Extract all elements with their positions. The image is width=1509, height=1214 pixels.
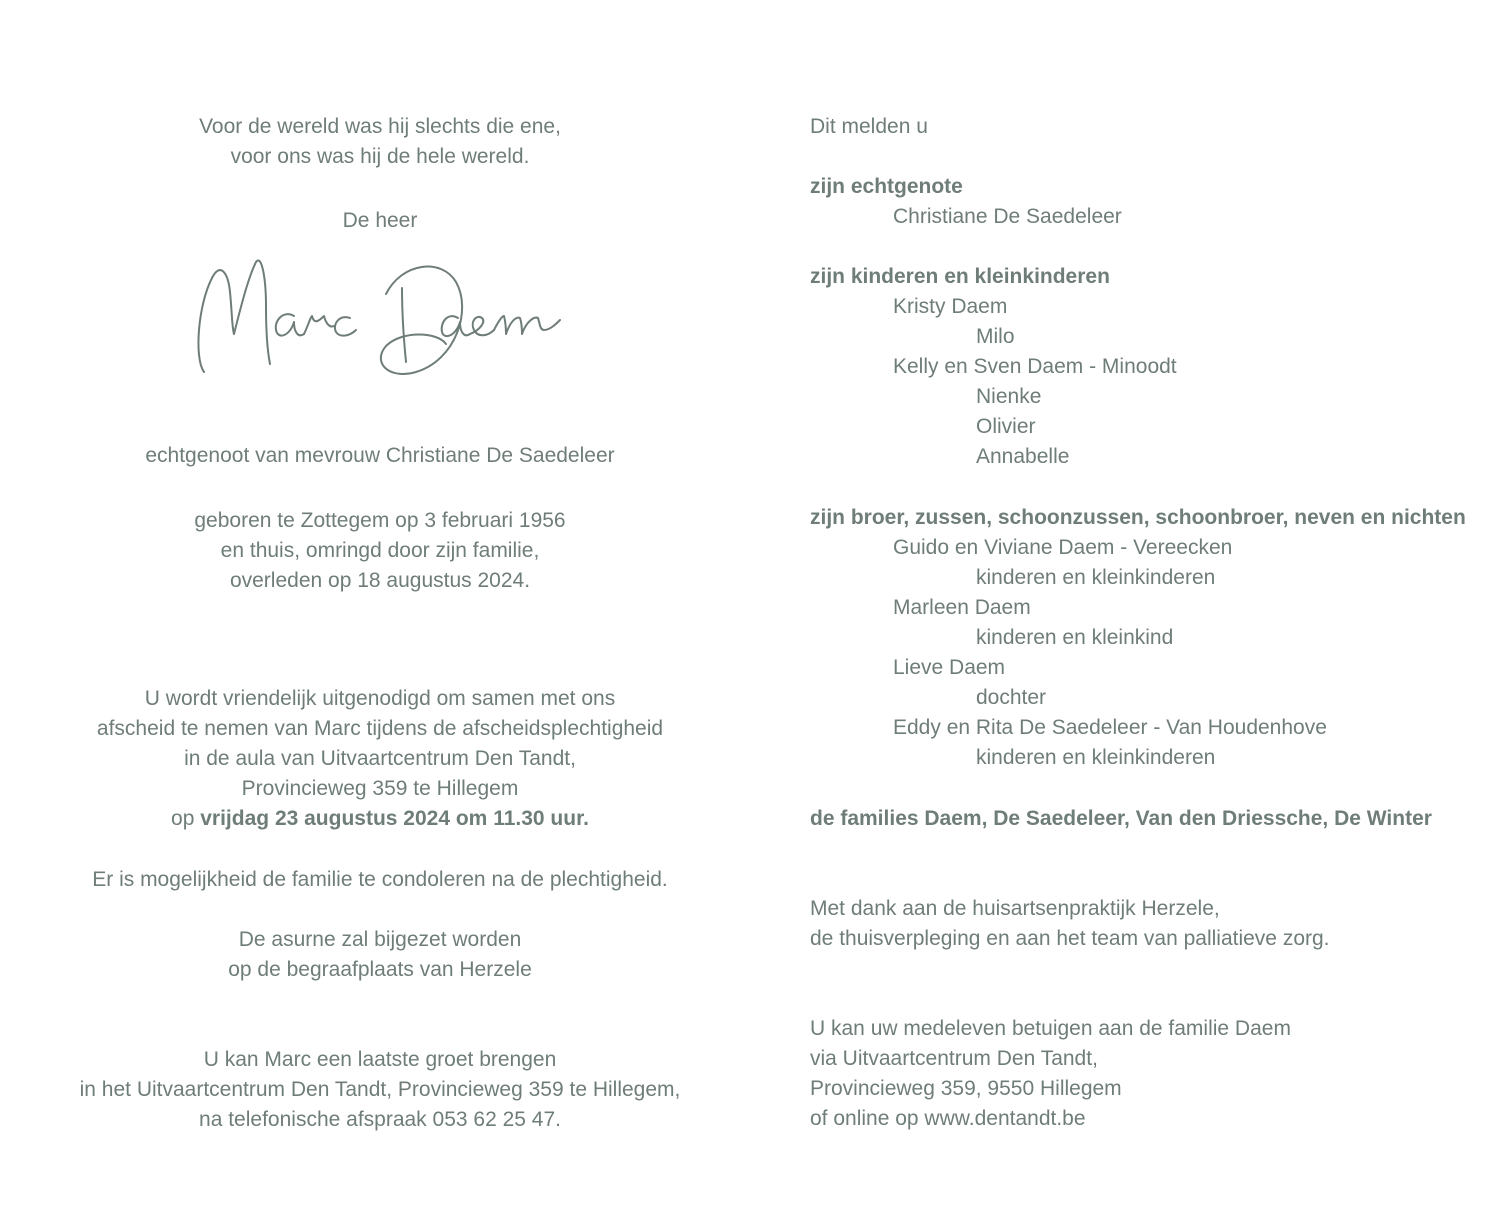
grandchild-name: Olivier xyxy=(976,415,1036,438)
spouse-line: echtgenoot van mevrouw Christiane De Saedeleer xyxy=(145,444,615,467)
invite-date-prefix: op xyxy=(171,807,201,830)
children-heading: zijn kinderen en kleinkinderen xyxy=(810,265,1110,288)
sympathy-line-1: U kan uw medeleven betuigen aan de familie Daem xyxy=(810,1017,1291,1040)
visit-line-1: U kan Marc een laatste groet brengen xyxy=(203,1048,557,1071)
spouse-heading: zijn echtgenote xyxy=(810,175,963,198)
birth-line: geboren te Zottegem op 3 februari 1956 xyxy=(194,509,566,532)
motto-line-1: Voor de wereld was hij slechts die ene, xyxy=(199,115,561,138)
handwritten-name-signature xyxy=(190,250,570,385)
families-line: de families Daem, De Saedeleer, Van den Driessche, De Winter xyxy=(810,807,1432,830)
child-name: Kristy Daem xyxy=(893,295,1008,318)
sibling-name: Guido en Viviane Daem - Vereecken xyxy=(893,536,1233,559)
thanks-line-2: de thuisverpleging en aan het team van palliatieve zorg. xyxy=(810,927,1330,950)
invite-line-3: in de aula van Uitvaartcentrum Den Tandt, xyxy=(184,747,576,770)
sibling-name: Eddy en Rita De Saedeleer - Van Houdenhove xyxy=(893,716,1327,739)
siblings-heading: zijn broer, zussen, schoonzussen, schoonbroer, neven en nichten xyxy=(810,506,1466,529)
sympathy-line-4: of online op www.dentandt.be xyxy=(810,1107,1086,1130)
intro-line: Dit melden u xyxy=(810,115,928,138)
invite-line-5 xyxy=(0,804,760,834)
grandchild-name: Nienke xyxy=(976,385,1042,408)
motto-line-2: voor ons was hij de hele wereld. xyxy=(230,145,530,168)
sibling-descendants: kinderen en kleinkinderen xyxy=(976,566,1216,589)
sibling-descendants: kinderen en kleinkinderen xyxy=(976,746,1216,769)
visit-line-2: in het Uitvaartcentrum Den Tandt, Provincieweg 359 te Hillegem, xyxy=(79,1078,681,1101)
invite-line-4: Provincieweg 359 te Hillegem xyxy=(241,777,519,800)
child-name: Kelly en Sven Daem - Minoodt xyxy=(893,355,1177,378)
urn-line-2: op de begraafplaats van Herzele xyxy=(228,958,532,981)
visit-line-3: na telefonische afspraak 053 62 25 47. xyxy=(199,1108,561,1131)
sibling-descendants: dochter xyxy=(976,686,1047,709)
spouse-name: Christiane De Saedeleer xyxy=(893,205,1122,228)
salutation: De heer xyxy=(342,209,418,232)
sympathy-line-2: via Uitvaartcentrum Den Tandt, xyxy=(810,1047,1098,1070)
home-line: en thuis, omringd door zijn familie, xyxy=(220,539,540,562)
sibling-name: Marleen Daem xyxy=(893,596,1031,619)
invite-line-1: U wordt vriendelijk uitgenodigd om samen met ons xyxy=(144,687,616,710)
sympathy-line-3: Provincieweg 359, 9550 Hillegem xyxy=(810,1077,1122,1100)
death-line: overleden op 18 augustus 2024. xyxy=(229,569,531,592)
grandchild-name: Milo xyxy=(976,325,1015,348)
sibling-descendants: kinderen en kleinkind xyxy=(976,626,1174,649)
thanks-line-1: Met dank aan de huisartsenpraktijk Herzele, xyxy=(810,897,1220,920)
invite-date-time: vrijdag 23 augustus 2024 om 11.30 uur. xyxy=(200,807,589,830)
condolence-line: Er is mogelijkheid de familie te condoleren na de plechtigheid. xyxy=(92,868,668,891)
sibling-name: Lieve Daem xyxy=(893,656,1006,679)
grandchild-name: Annabelle xyxy=(976,445,1070,468)
invite-line-2: afscheid te nemen van Marc tijdens de afscheidsplechtigheid xyxy=(96,717,664,740)
urn-line-1: De asurne zal bijgezet worden xyxy=(238,928,522,951)
